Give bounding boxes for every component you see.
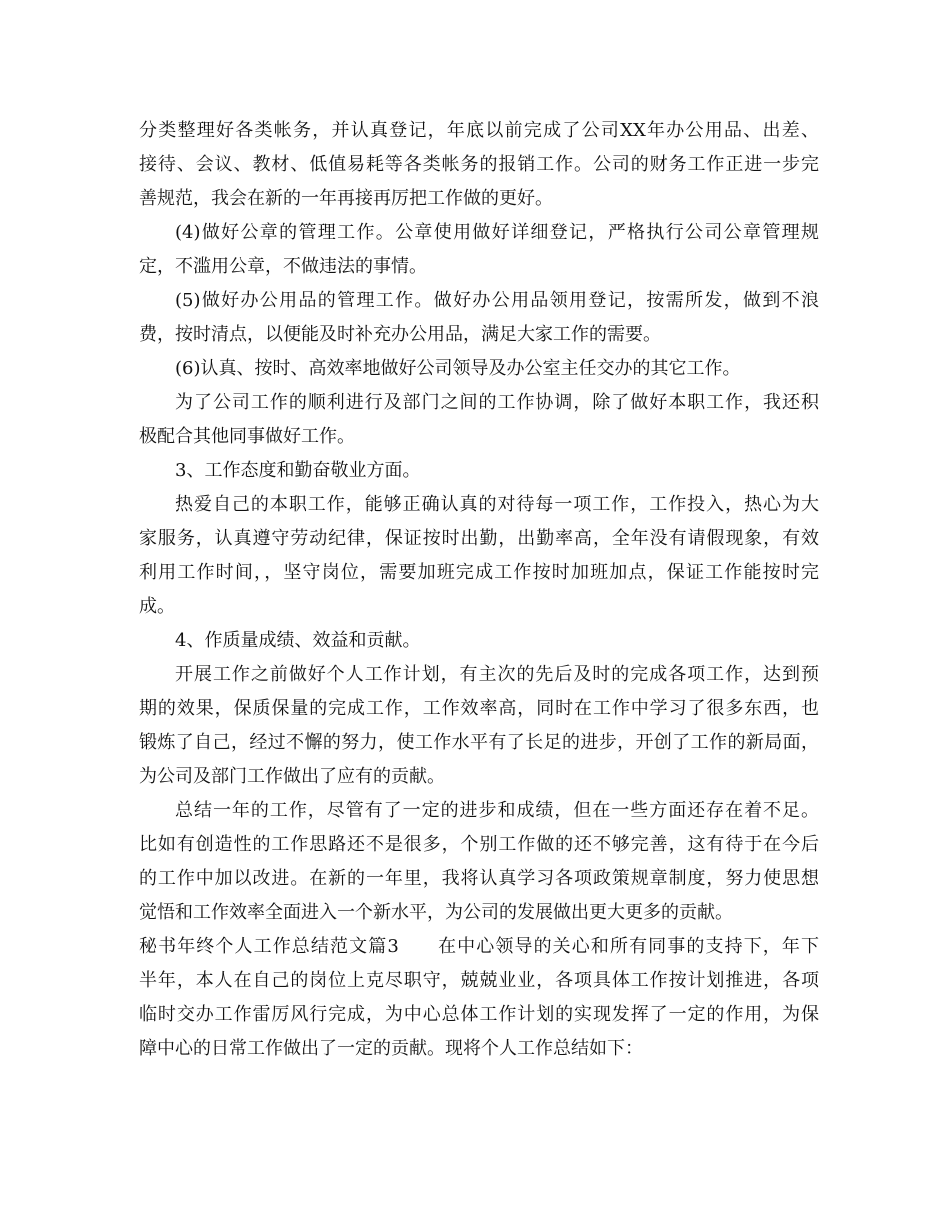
paragraph-line: 临时交办工作雷厉风行完成，为中心总体工作计划的实现发挥了一定的作用，为保 <box>139 1004 819 1025</box>
paragraph-line: 半年，本人在自己的岗位上克尽职守，兢兢业业，各项具体工作按计划推进，各项 <box>139 970 819 991</box>
paragraph-line: 障中心的日常工作做出了一定的贡献。现将个人工作总结如下： <box>139 1038 643 1059</box>
paragraph-line: 的工作中加以改进。在新的一年里，我将认真学习各项政策规章制度，努力使思想 <box>139 868 819 889</box>
paragraph-line: 锻炼了自己，经过不懈的努力，使工作水平有了长足的进步，开创了工作的新局面， <box>139 732 819 753</box>
paragraph-line: 期的效果，保质保量的完成工作，工作效率高，同时在工作中学习了很多东西，也 <box>139 698 819 719</box>
paragraph-line: 费，按时清点，以便能及时补充办公用品，满足大家工作的需要。 <box>139 324 661 345</box>
paragraph-line: 开展工作之前做好个人工作计划，有主次的先后及时的完成各项工作，达到预 <box>175 664 819 685</box>
paragraph-line: (6)认真、按时、高效率地做好公司领导及办公室主任交办的其它工作。 <box>175 358 741 379</box>
paragraph-line: (5)做好办公用品的管理工作。做好办公用品领用登记，按需所发，做到不浪 <box>175 290 819 311</box>
document-body <box>139 114 819 1066</box>
paragraph-line: 热爱自己的本职工作，能够正确认真的对待每一项工作，工作投入，热心为大 <box>175 494 819 515</box>
paragraph-line: 接待、会议、教材、低值易耗等各类帐务的报销工作。公司的财务工作正进一步完 <box>139 154 819 175</box>
paragraph-line: 觉悟和工作效率全面进入一个新水平，为公司的发展做出更大更多的贡献。 <box>139 902 733 923</box>
paragraph-line: (4)做好公章的管理工作。公章使用做好详细登记，严格执行公司公章管理规 <box>175 222 819 243</box>
paragraph-line: 总结一年的工作，尽管有了一定的进步和成绩，但在一些方面还存在着不足。 <box>175 800 819 821</box>
section-heading: 3、工作态度和勤奋敬业方面。 <box>175 460 421 481</box>
section-heading: 4、作质量成绩、效益和贡献。 <box>175 630 421 651</box>
paragraph-line: 极配合其他同事做好工作。 <box>139 426 355 447</box>
paragraph-line: 成。 <box>139 596 175 617</box>
paragraph-line: 利用工作时间，，坚守岗位，需要加班完成工作按时加班加点，保证工作能按时完 <box>139 562 819 583</box>
paragraph-line: 分类整理好各类帐务，并认真登记，年底以前完成了公司XX年办公用品、出差、 <box>139 120 819 141</box>
paragraph-line: 为了公司工作的顺利进行及部门之间的工作协调，除了做好本职工作，我还积 <box>175 392 819 413</box>
paragraph-line: 定，不滥用公章，不做违法的事情。 <box>139 256 427 277</box>
paragraph-line: 秘书年终个人工作总结范文篇3 在中心领导的关心和所有同事的支持下，年下 <box>139 936 819 957</box>
paragraph-line: 家服务，认真遵守劳动纪律，保证按时出勤，出勤率高，全年没有请假现象，有效 <box>139 528 819 549</box>
paragraph-line: 为公司及部门工作做出了应有的贡献。 <box>139 766 445 787</box>
paragraph-line: 比如有创造性的工作思路还不是很多，个别工作做的还不够完善，这有待于在今后 <box>139 834 819 855</box>
paragraph-line: 善规范，我会在新的一年再接再厉把工作做的更好。 <box>139 188 553 209</box>
